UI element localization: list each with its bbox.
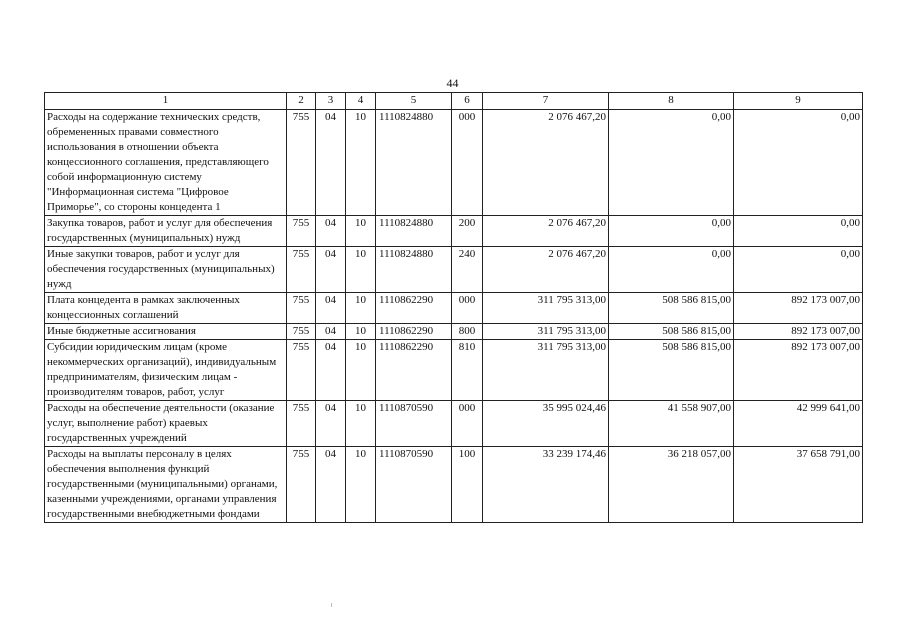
amount-col9: 0,00 [734,110,863,216]
amount-col9: 0,00 [734,216,863,247]
expense-type-code: 800 [452,324,483,340]
subsection-code: 10 [346,447,376,523]
amount-col7: 311 795 313,00 [483,293,609,324]
ministry-code: 755 [287,447,316,523]
amount-col8: 0,00 [609,247,734,293]
ministry-code: 755 [287,216,316,247]
ministry-code: 755 [287,401,316,447]
target-article-code: 1110862290 [376,340,452,401]
expense-name: Плата концедента в рамках заключенных концессионных соглашений [45,293,287,324]
amount-col9: 892 173 007,00 [734,324,863,340]
table-row [45,110,863,216]
table-row [45,216,863,247]
target-article-code: 1110862290 [376,293,452,324]
amount-col8: 36 218 057,00 [609,447,734,523]
expense-type-code: 200 [452,216,483,247]
amount-col7: 2 076 467,20 [483,216,609,247]
column-header: 6 [452,93,483,110]
section-code: 04 [316,293,346,324]
column-header: 5 [376,93,452,110]
amount-col8: 508 586 815,00 [609,293,734,324]
expense-name: Субсидии юридическим лицам (кроме некоммерческих организаций), индивидуальным предпринимателям, физическим лицам - производителям товаров, работ, услуг [45,340,287,401]
amount-col8: 0,00 [609,216,734,247]
amount-col9: 892 173 007,00 [734,293,863,324]
expense-type-code: 810 [452,340,483,401]
column-header: 1 [45,93,287,110]
target-article-code: 1110824880 [376,216,452,247]
section-code: 04 [316,110,346,216]
amount-col9: 892 173 007,00 [734,340,863,401]
amount-col7: 2 076 467,20 [483,110,609,216]
column-header: 7 [483,93,609,110]
subsection-code: 10 [346,324,376,340]
target-article-code: 1110824880 [376,110,452,216]
expense-type-code: 100 [452,447,483,523]
expense-type-code: 000 [452,293,483,324]
amount-col9: 0,00 [734,247,863,293]
section-code: 04 [316,340,346,401]
budget-table [44,92,863,523]
amount-col8: 41 558 907,00 [609,401,734,447]
amount-col8: 0,00 [609,110,734,216]
amount-col8: 508 586 815,00 [609,324,734,340]
amount-col7: 33 239 174,46 [483,447,609,523]
amount-col8: 508 586 815,00 [609,340,734,401]
subsection-code: 10 [346,110,376,216]
ministry-code: 755 [287,110,316,216]
amount-col7: 2 076 467,20 [483,247,609,293]
subsection-code: 10 [346,340,376,401]
table-row [45,293,863,324]
column-header: 4 [346,93,376,110]
amount-col7: 311 795 313,00 [483,340,609,401]
amount-col9: 42 999 641,00 [734,401,863,447]
column-number-row [45,93,863,110]
section-code: 04 [316,324,346,340]
amount-col7: 311 795 313,00 [483,324,609,340]
table-row [45,401,863,447]
expense-name: Расходы на выплаты персоналу в целях обеспечения выполнения функций государственными (муниципальными) органами, казенными учреждениями, органами управления государственными внебюджетными фондами [45,447,287,523]
column-header: 3 [316,93,346,110]
section-code: 04 [316,401,346,447]
subsection-code: 10 [346,247,376,293]
expense-name: Расходы на содержание технических средств, обремененных правами совместного использования в отношении объекта концессионного соглашения, представляющего собой информационную систему "Информационная система "Цифровое Приморье", со стороны концедента 1 [45,110,287,216]
column-header: 9 [734,93,863,110]
target-article-code: 1110870590 [376,401,452,447]
table-row [45,340,863,401]
expense-type-code: 000 [452,110,483,216]
target-article-code: 1110824880 [376,247,452,293]
target-article-code: 1110862290 [376,324,452,340]
table-row [45,447,863,523]
expense-name: Иные бюджетные ассигнования [45,324,287,340]
section-code: 04 [316,247,346,293]
target-article-code: 1110870590 [376,447,452,523]
ministry-code: 755 [287,293,316,324]
subsection-code: 10 [346,401,376,447]
subsection-code: 10 [346,216,376,247]
ministry-code: 755 [287,340,316,401]
expense-name: Иные закупки товаров, работ и услуг для обеспечения государственных (муниципальных) нужд [45,247,287,293]
column-header: 8 [609,93,734,110]
ministry-code: 755 [287,324,316,340]
subsection-code: 10 [346,293,376,324]
section-code: 04 [316,216,346,247]
amount-col9: 37 658 791,00 [734,447,863,523]
table-row [45,247,863,293]
ministry-code: 755 [287,247,316,293]
amount-col7: 35 995 024,46 [483,401,609,447]
section-code: 04 [316,447,346,523]
page-number: 44 [446,76,459,90]
expense-type-code: 240 [452,247,483,293]
expense-type-code: 000 [452,401,483,447]
column-header: 2 [287,93,316,110]
scan-mark [331,603,332,607]
expense-name: Расходы на обеспечение деятельности (оказание услуг, выполнение работ) краевых государственных учреждений [45,401,287,447]
table-row [45,324,863,340]
expense-name: Закупка товаров, работ и услуг для обеспечения государственных (муниципальных) нужд [45,216,287,247]
